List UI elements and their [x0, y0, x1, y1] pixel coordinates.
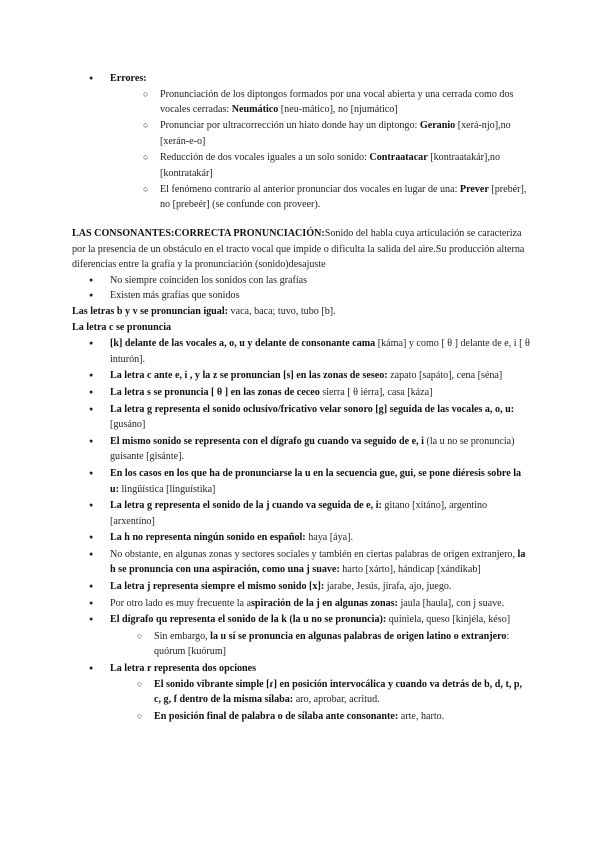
list-item: ● Por otro lado es muy frecuente la aspiración de la j en algunas zonas: jaula [haula], con j suave. [72, 596, 530, 612]
section-heading: LAS CONSONANTES:CORRECTA PRONUNCIACIÓN: [72, 228, 325, 239]
list-item: ○ Reducción de dos vocales iguales a un solo sonido: Contraatacar [kontraatakár],no [kontratakár] [134, 150, 532, 181]
errores-sublist [134, 87, 532, 213]
errores-title: Errores: [110, 73, 147, 84]
list-item: ○ El fenómeno contrario al anterior pronunciar dos vocales en lugar de una: Prever [prebér], no [prebeér] (se confunde con proveer). [134, 182, 532, 213]
consonantes-intro: LAS CONSONANTES:CORRECTA PRONUNCIACIÓN:Sonido del habla cuya articulación se caracteriza por la presencia de un obstáculo en el tracto vocal que impide o dificulta la salida del aire.Su producción alterna diferencias entre la grafía y la pronunciación (sonido)desajuste [72, 228, 525, 271]
list-item: ● Existen más grafías que sonidos [72, 288, 530, 304]
list-item: ○ Pronunciación de los diptongos formados por una vocal abierta y una cerrada como dos vocales cerradas: Neumático [neu-mático], no [njumático] [134, 87, 532, 118]
list-item: ● La letra g representa el sonido de la j cuando va seguida de e, i: gitano [xitáno], argentino [arxentíno] [72, 498, 530, 529]
errores-bullet [72, 71, 532, 213]
r-sublist [128, 677, 530, 725]
list-item: ● [k] delante de las vocales a, o, u y delante de consonante cama [káma] y como [ θ ] delante de e, i [ θ inturón]. [72, 336, 530, 367]
list-item: ● El mismo sonido se representa con el dígrafo gu cuando va seguido de e, i (la u no se pronuncia) guisante [gisánte]. [72, 434, 530, 465]
list-item: ● La letra j representa siempre el mismo sonido [x]: jarabe, Jesús, jirafa, ajo, juego. [72, 579, 530, 595]
list-item: ○ En posición final de palabra o de sílaba ante consonante: arte, harto. [128, 709, 530, 725]
bv-line: Las letras b y v se pronuncian igual: vaca, baca; tuvo, tubo [b]. [72, 305, 336, 317]
consonantes-bullets [72, 273, 530, 304]
list-item: ○ El sonido vibrante simple [ɾ] en posición intervocálica y cuando va detrás de b, d, t, p, c, g, f dentro de la misma sílaba: aro, aprobar, acritud. [128, 677, 530, 708]
list-item: ● La letra r representa dos opciones ○ El sonido vibrante simple [ɾ] en posición intervocálica y cuando va detrás de b, d, t, p, c, g, f dentro de la misma sílaba: aro, aprobar, acritud. ○ En posición final de palabra o de sílaba ante consonante: arte, harto. [72, 661, 530, 724]
list-item: ● No siempre coinciden los sonidos con las grafías [72, 273, 530, 289]
c-heading: La letra c se pronuncia [72, 321, 172, 333]
list-item: ● La letra g representa el sonido oclusivo/fricativo velar sonoro [g] seguida de las vocales a, o, u: [gusáno] [72, 402, 530, 433]
list-item: ○ Pronunciar por ultracorrección un hiato donde hay un diptongo: Geranio [xerá-njo],no [xerán-e-o] [134, 118, 532, 149]
consonantes-section [72, 226, 530, 724]
list-item: ○ Sin embargo, la u sí se pronuncia en algunas palabras de origen latino o extranjero: quórum [kuórum] [128, 629, 530, 660]
list-item: ● No obstante, en algunas zonas y sectores sociales y también en ciertas palabras de origen extranjero, la h se pronuncia con una aspiración, como una j suave: harto [xárto], hándicap [xándikab] [72, 547, 530, 578]
list-item: ● La letra s se pronuncia [ θ ] en las zonas de ceceo sierra [ θ iérra], casa [káza] [72, 385, 530, 401]
errores-list [72, 71, 532, 213]
reglas-list [72, 336, 530, 724]
list-item: ● El dígrafo qu representa el sonido de la k (la u no se pronuncia): quiniela, queso [kinjéla, késo] ○ Sin embargo, la u sí se pronuncia en algunas palabras de origen latino o extranjero: quórum [kuórum] [72, 612, 530, 660]
list-item: ● En los casos en los que ha de pronunciarse la u en la secuencia gue, gui, se pone diéresis sobre la u: lingüística [linguístika] [72, 466, 530, 497]
list-item: ● La letra c ante e, i , y la z se pronuncian [s] en las zonas de seseo: zapato [sapáto], cena [séna] [72, 368, 530, 384]
qu-sublist [128, 629, 530, 660]
list-item: ● La h no representa ningún sonido en español: haya [áya]. [72, 530, 530, 546]
